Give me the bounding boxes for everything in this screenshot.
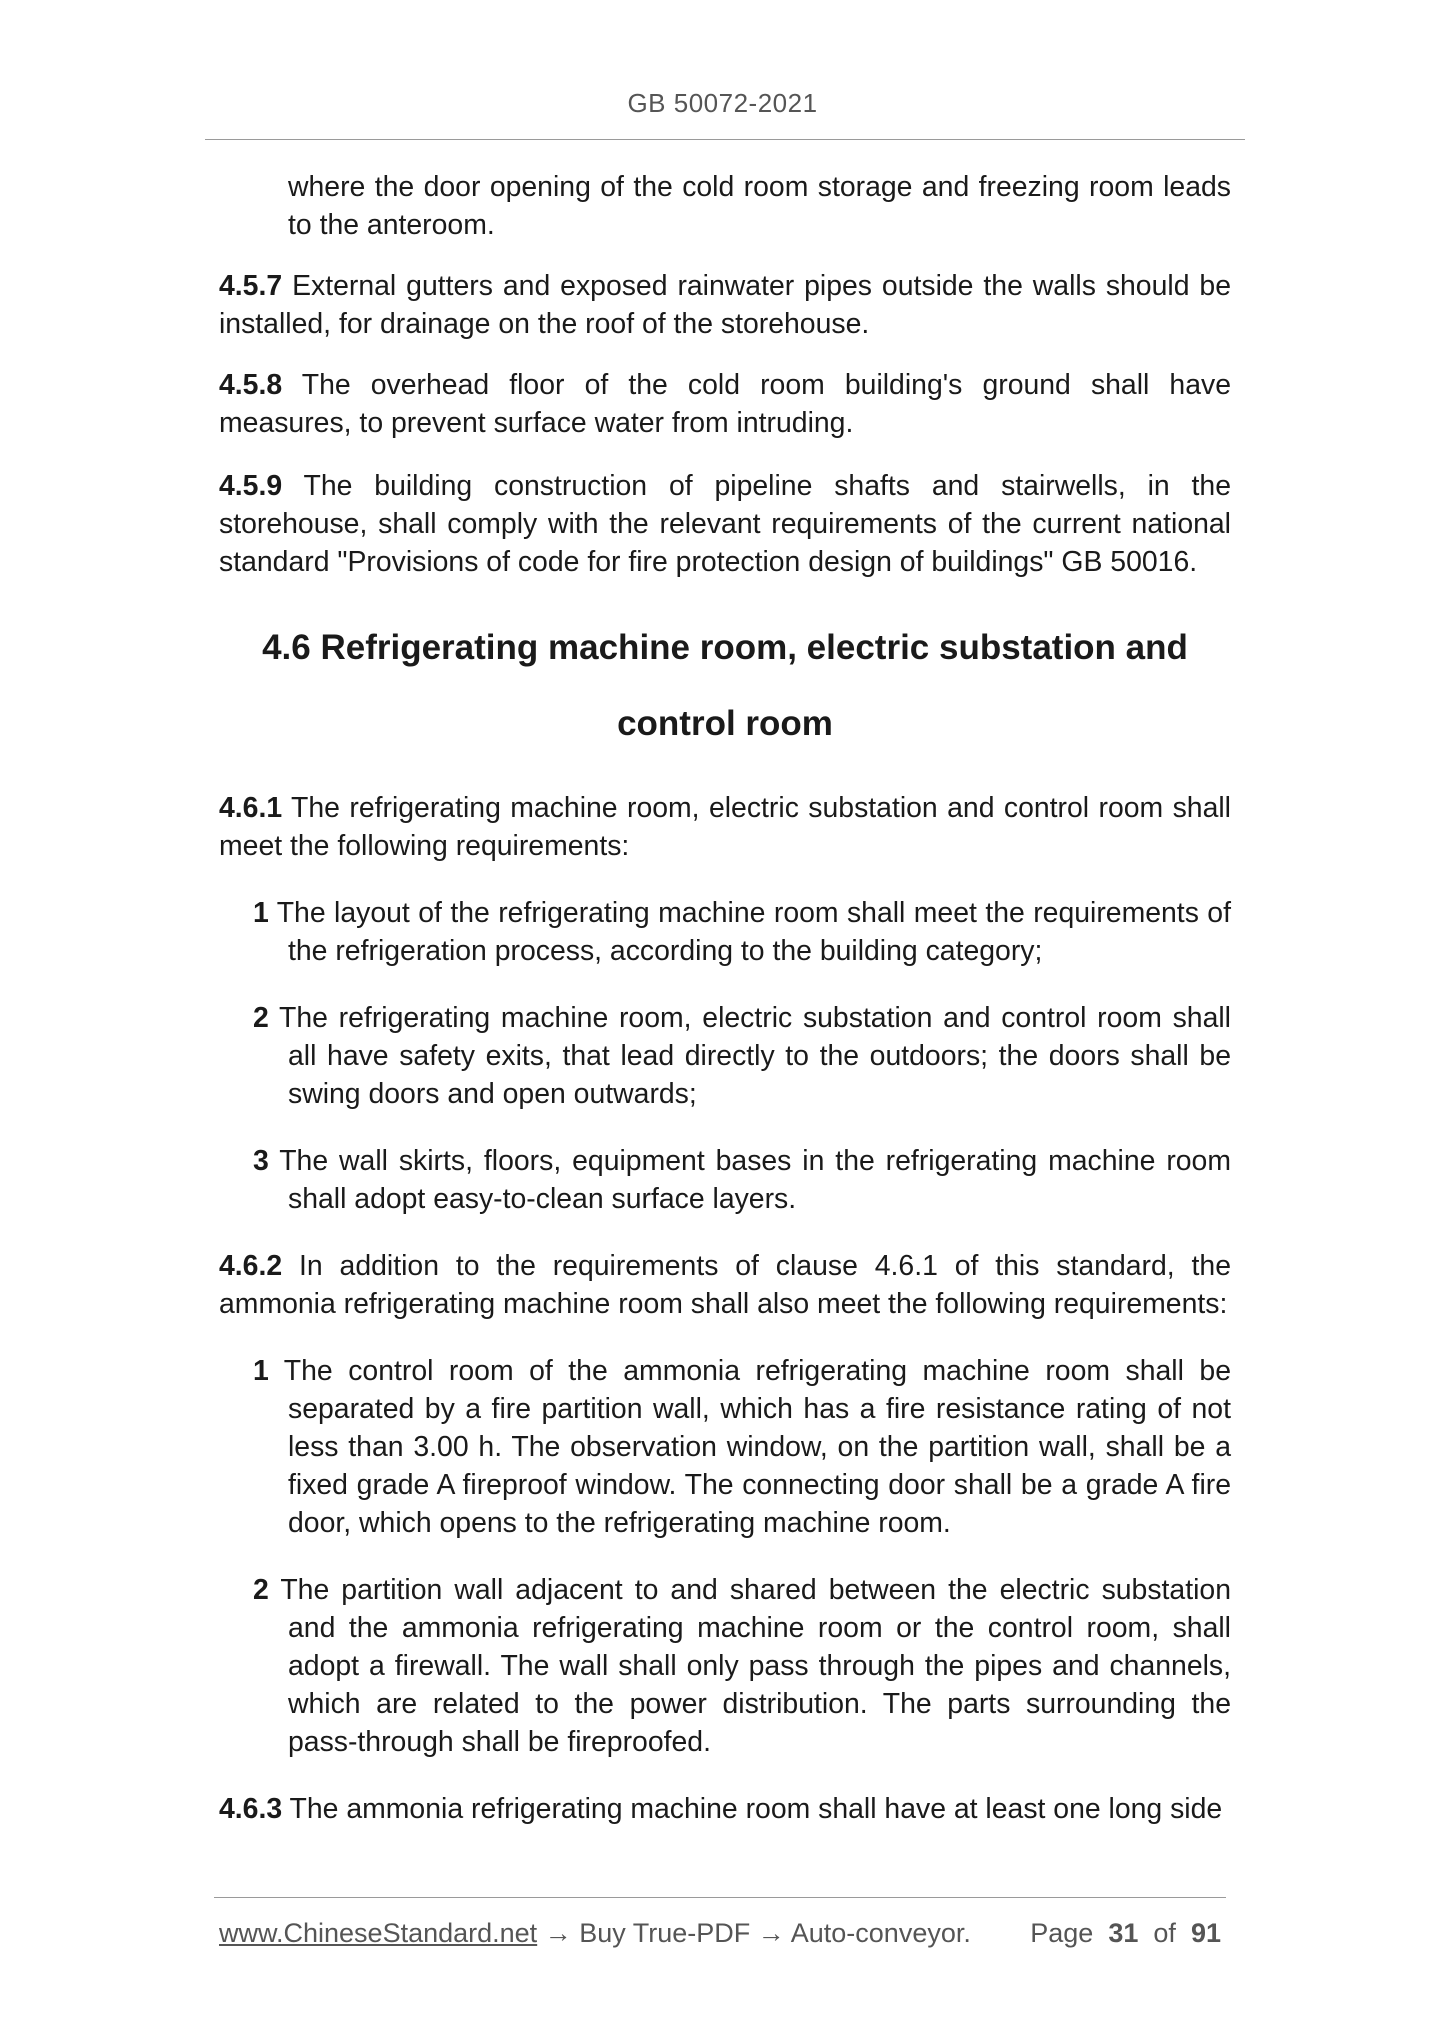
clause-4-5-7 xyxy=(219,267,1231,343)
clause-4-5-8 xyxy=(219,366,1231,442)
footer-divider xyxy=(214,1897,1226,1898)
purchase-trail-text: → Buy True-PDF → Auto-conveyor. xyxy=(537,1918,971,1948)
continued-paragraph xyxy=(219,168,1231,244)
header-divider xyxy=(205,139,1245,140)
clause-text: The refrigerating machine room, electric substation and control room shall meet the following requirements: xyxy=(219,792,1231,862)
clause-number: 4.5.8 xyxy=(219,369,283,401)
list-item xyxy=(219,894,1231,970)
clause-4-6-2 xyxy=(219,1247,1231,1323)
clause-number: 4.5.7 xyxy=(219,270,283,302)
page-label: Page xyxy=(1030,1918,1094,1948)
site-link[interactable]: www.ChineseStandard.net xyxy=(219,1918,538,1948)
section-heading-line-2: control room xyxy=(617,704,833,743)
paragraph-text: where the door opening of the cold room storage and freezing room leads to the anteroom. xyxy=(288,171,1231,241)
clause-number: 4.5.9 xyxy=(219,470,283,502)
clause-text: In addition to the requirements of clause 4.6.1 of this standard, the ammonia refrigerating machine room shall also meet the following requirements: xyxy=(219,1250,1231,1320)
list-item xyxy=(219,1142,1231,1218)
total-pages-number: 91 xyxy=(1190,1918,1221,1948)
clause-number: 4.6.2 xyxy=(219,1250,283,1282)
item-number: 2 xyxy=(253,1002,269,1034)
item-text: The control room of the ammonia refrigerating machine room shall be separated by a fire partition wall, which has a fire resistance rating of not less than 3.00 h. The observation window, on the partition wall, shall be a fixed grade A fireproof window. The connecting door shall be a grade A fire door, which opens to the refrigerating machine room. xyxy=(268,1355,1231,1539)
of-label: of xyxy=(1153,1918,1176,1948)
clause-text: External gutters and exposed rainwater pipes outside the walls should be installed, for drainage on the roof of the storehouse. xyxy=(219,270,1231,340)
item-number: 2 xyxy=(253,1574,269,1606)
clause-4-6-1 xyxy=(219,789,1231,865)
clause-number: 4.6.3 xyxy=(219,1793,283,1825)
page-body xyxy=(219,168,1231,1828)
footer-links xyxy=(219,1918,971,1949)
item-number: 1 xyxy=(253,1355,269,1387)
section-heading-4-6 xyxy=(219,610,1231,762)
clause-text: The building construction of pipeline shafts and stairwells, in the storehouse, shall comply with the relevant requirements of the current national standard "Provisions of code for fire protection design of buildings" GB 50016. xyxy=(219,470,1231,578)
document-code-header: GB 50072-2021 xyxy=(627,88,818,118)
item-text: The partition wall adjacent to and shared between the electric substation and the ammonia refrigerating machine room or the control room, shall adopt a firewall. The wall shall only pass through the pipes and channels, which are related to the power distribution. The parts surrounding the pass-through shall be fireproofed. xyxy=(268,1574,1231,1758)
list-item xyxy=(219,999,1231,1113)
item-text: The refrigerating machine room, electric substation and control room shall all have safety exits, that lead directly to the outdoors; the doors shall be swing doors and open outwards; xyxy=(268,1002,1231,1110)
list-item xyxy=(219,1571,1231,1761)
list-item xyxy=(219,1352,1231,1542)
current-page-number: 31 xyxy=(1108,1918,1139,1948)
item-text: The wall skirts, floors, equipment bases in the refrigerating machine room shall adopt easy-to-clean surface layers. xyxy=(268,1145,1231,1215)
clause-text: The overhead floor of the cold room building's ground shall have measures, to prevent surface water from intruding. xyxy=(219,369,1231,439)
clause-4-5-9 xyxy=(219,467,1231,581)
clause-number: 4.6.1 xyxy=(219,792,283,824)
page-counter xyxy=(1030,1918,1221,1949)
item-number: 3 xyxy=(253,1145,269,1177)
clause-4-6-3 xyxy=(219,1790,1231,1828)
item-number: 1 xyxy=(253,897,269,929)
item-text: The layout of the refrigerating machine room shall meet the requirements of the refrigeration process, according to the building category; xyxy=(268,897,1231,967)
section-heading-line-1: 4.6 Refrigerating machine room, electric substation and xyxy=(262,628,1188,667)
clause-text: The ammonia refrigerating machine room shall have at least one long side xyxy=(282,1793,1223,1825)
